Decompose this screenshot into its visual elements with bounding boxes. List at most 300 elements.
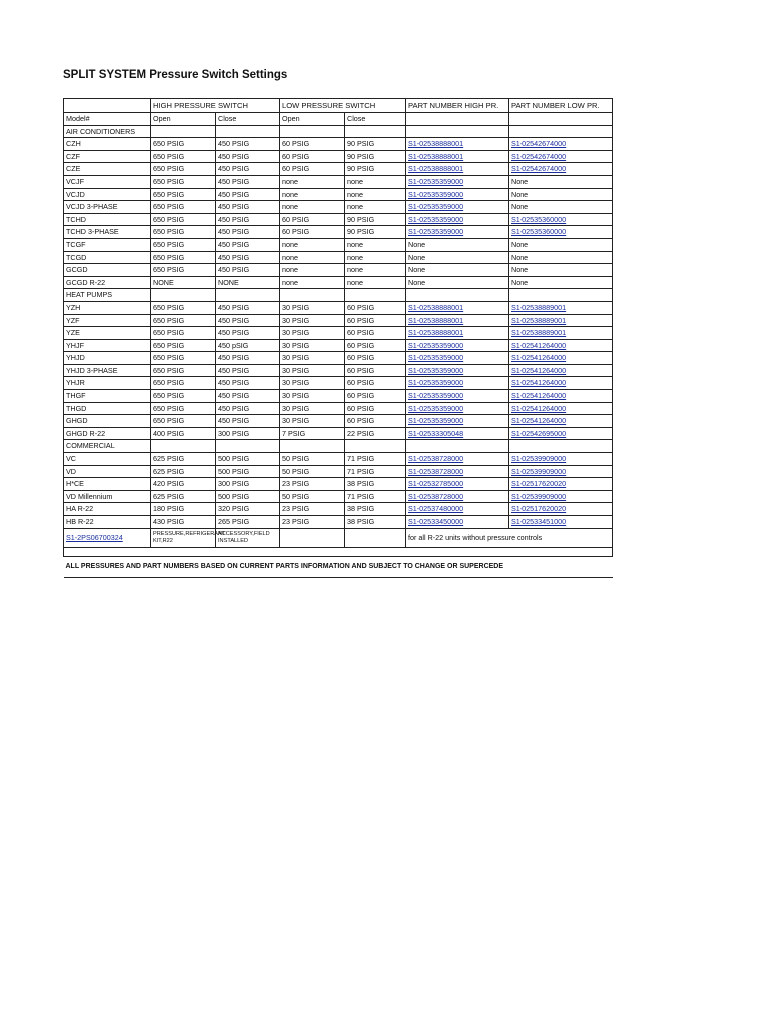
low-close-cell: 60 PSIG (345, 364, 406, 377)
kit-part-link[interactable]: S1-2PS06700324 (66, 532, 123, 542)
section-blank (216, 289, 280, 302)
part-number-link[interactable]: S1-02538728000 (408, 466, 464, 476)
model-cell: H*CE (64, 478, 151, 491)
table-row (64, 138, 613, 151)
part-number-link[interactable]: S1-02533305048 (408, 428, 464, 438)
section-blank (280, 289, 345, 302)
kit-description-2: ACCESSORY,FIELD INSTALLED (216, 528, 280, 547)
model-cell: YZH (64, 301, 151, 314)
part-high-cell[interactable] (406, 516, 509, 529)
page-title: SPLIT SYSTEM Pressure Switch Settings (63, 69, 288, 81)
pressure-switch-table (63, 98, 613, 578)
part-low-cell[interactable] (509, 352, 613, 365)
low-close-cell: none (345, 175, 406, 188)
model-cell: VCJF (64, 175, 151, 188)
high-open-cell: 650 PSIG (151, 352, 216, 365)
part-number-link[interactable]: S1-02538888001 (408, 139, 464, 149)
low-open-cell: 30 PSIG (280, 301, 345, 314)
low-open-cell: 30 PSIG (280, 377, 345, 390)
part-high-cell: None (406, 251, 509, 264)
part-low-cell[interactable] (509, 390, 613, 403)
low-open-cell: 30 PSIG (280, 314, 345, 327)
table-row (64, 364, 613, 377)
model-cell: GHGD (64, 415, 151, 428)
part-number-link[interactable]: S1-02535359000 (408, 403, 464, 413)
section-blank (406, 289, 509, 302)
part-number-link[interactable]: S1-02539909000 (511, 466, 567, 476)
model-cell: TCGF (64, 238, 151, 251)
section-blank (406, 440, 509, 453)
part-low-cell[interactable] (509, 138, 613, 151)
part-high-cell[interactable] (406, 301, 509, 314)
low-close-cell: 60 PSIG (345, 301, 406, 314)
section-blank (216, 440, 280, 453)
model-cell: HB R-22 (64, 516, 151, 529)
model-cell: VD Millennium (64, 490, 151, 503)
part-number-link[interactable]: S1-02535359000 (408, 176, 464, 186)
table-row (64, 251, 613, 264)
low-open-cell: none (280, 276, 345, 289)
high-close-cell: 450 PSIG (216, 226, 280, 239)
table-row (64, 314, 613, 327)
low-close-cell: 60 PSIG (345, 339, 406, 352)
high-open-cell: 650 PSIG (151, 251, 216, 264)
high-close-cell: 450 PSIG (216, 163, 280, 176)
part-low-cell: None (509, 188, 613, 201)
high-close-cell: 300 PSIG (216, 427, 280, 440)
low-close-cell: 71 PSIG (345, 453, 406, 466)
low-close-cell: 60 PSIG (345, 352, 406, 365)
model-cell: YHJR (64, 377, 151, 390)
part-low-cell[interactable] (509, 226, 613, 239)
part-number-link[interactable]: S1-02535359000 (408, 365, 464, 375)
high-open-cell: 400 PSIG (151, 427, 216, 440)
model-cell: HA R-22 (64, 503, 151, 516)
part-low-cell[interactable] (509, 478, 613, 491)
high-close-cell: 500 PSIG (216, 465, 280, 478)
part-number-link[interactable]: S1-02541264000 (511, 416, 567, 426)
part-number-link[interactable]: S1-02535359000 (408, 227, 464, 237)
part-low-cell[interactable] (509, 213, 613, 226)
part-high-cell[interactable] (406, 188, 509, 201)
low-open-cell: none (280, 238, 345, 251)
table-row (64, 201, 613, 214)
high-close-cell: 450 PSIG (216, 138, 280, 151)
section-blank (280, 125, 345, 138)
part-low-cell: None (509, 251, 613, 264)
model-cell: GHGD R-22 (64, 427, 151, 440)
low-close-cell: 60 PSIG (345, 402, 406, 415)
low-open-cell: 30 PSIG (280, 402, 345, 415)
high-close-cell: 450 PSIG (216, 301, 280, 314)
high-close-cell: 265 PSIG (216, 516, 280, 529)
high-open-cell: 650 PSIG (151, 226, 216, 239)
part-high-cell[interactable] (406, 390, 509, 403)
part-high-cell: None (406, 264, 509, 277)
table-row (64, 490, 613, 503)
part-number-link[interactable]: S1-02538888001 (408, 328, 464, 338)
part-number-link[interactable]: S1-02541264000 (511, 353, 567, 363)
subheader-low-open: Open (280, 113, 345, 126)
part-number-link[interactable]: S1-02535359000 (408, 189, 464, 199)
spacer-row (64, 547, 613, 556)
low-open-cell: 60 PSIG (280, 138, 345, 151)
subheader-blank (509, 113, 613, 126)
high-open-cell: NONE (151, 276, 216, 289)
part-number-link[interactable]: S1-02537480000 (408, 504, 464, 514)
model-cell: THGF (64, 390, 151, 403)
part-high-cell[interactable] (406, 201, 509, 214)
spacer-cell (64, 547, 613, 556)
low-close-cell: 60 PSIG (345, 314, 406, 327)
table-row (64, 264, 613, 277)
high-open-cell: 650 PSIG (151, 390, 216, 403)
section-blank (345, 125, 406, 138)
part-number-link[interactable]: S1-02535359000 (408, 416, 464, 426)
part-high-cell: None (406, 238, 509, 251)
header-high-pressure-switch: HIGH PRESSURE SWITCH (151, 99, 280, 113)
high-close-cell: 450 PSIG (216, 188, 280, 201)
part-number-link[interactable]: S1-02539909000 (511, 491, 567, 501)
part-low-cell[interactable] (509, 465, 613, 478)
low-open-cell: none (280, 188, 345, 201)
low-close-cell: none (345, 276, 406, 289)
model-cell: CZF (64, 150, 151, 163)
part-low-cell: None (509, 175, 613, 188)
part-high-cell[interactable] (406, 478, 509, 491)
low-close-cell: 71 PSIG (345, 490, 406, 503)
low-close-cell: 60 PSIG (345, 377, 406, 390)
part-low-cell[interactable] (509, 327, 613, 340)
part-number-link[interactable]: S1-02541264000 (511, 391, 567, 401)
part-number-link[interactable]: S1-02535359000 (408, 391, 464, 401)
model-cell: VD (64, 465, 151, 478)
table-row (64, 327, 613, 340)
low-close-cell: 38 PSIG (345, 503, 406, 516)
section-blank (216, 125, 280, 138)
part-number-link[interactable]: S1-02517620020 (511, 504, 567, 514)
kit-description-1: PRESSURE,REFRIGERANT KIT,R22 (151, 528, 216, 547)
part-number-link[interactable]: S1-02538888001 (408, 164, 464, 174)
part-high-cell[interactable] (406, 150, 509, 163)
high-close-cell: 450 PSIG (216, 314, 280, 327)
high-open-cell: 650 PSIG (151, 150, 216, 163)
part-number-link[interactable]: S1-02535359000 (408, 378, 464, 388)
subheader-model: Model# (64, 113, 151, 126)
low-close-cell: none (345, 201, 406, 214)
section-blank (151, 440, 216, 453)
part-number-link[interactable]: S1-02538728000 (408, 491, 464, 501)
part-number-link[interactable]: S1-02538888001 (408, 302, 464, 312)
high-open-cell: 650 PSIG (151, 201, 216, 214)
model-cell: VCJD 3-PHASE (64, 201, 151, 214)
table-row (64, 427, 613, 440)
high-close-cell: 450 PSIG (216, 415, 280, 428)
high-open-cell: 180 PSIG (151, 503, 216, 516)
high-close-cell: 450 PSIG (216, 364, 280, 377)
low-close-cell: 90 PSIG (345, 213, 406, 226)
high-close-cell: 450 PSIG (216, 150, 280, 163)
part-low-cell[interactable] (509, 150, 613, 163)
part-number-link[interactable]: S1-02541264000 (511, 403, 567, 413)
low-close-cell: 90 PSIG (345, 163, 406, 176)
part-number-link[interactable]: S1-02535360000 (511, 214, 567, 224)
high-open-cell: 650 PSIG (151, 175, 216, 188)
part-high-cell[interactable] (406, 364, 509, 377)
part-high-cell[interactable] (406, 415, 509, 428)
part-high-cell[interactable] (406, 339, 509, 352)
part-high-cell[interactable] (406, 226, 509, 239)
low-open-cell: 30 PSIG (280, 390, 345, 403)
model-cell: YZE (64, 327, 151, 340)
part-number-link[interactable]: S1-02541264000 (511, 340, 567, 350)
part-high-cell[interactable] (406, 327, 509, 340)
section-row (64, 440, 613, 453)
section-blank (280, 440, 345, 453)
high-close-cell: 450 PSIG (216, 175, 280, 188)
part-number-link[interactable]: S1-02539909000 (511, 454, 567, 464)
part-number-link[interactable]: S1-02535359000 (408, 340, 464, 350)
high-close-cell: 300 PSIG (216, 478, 280, 491)
low-open-cell: 30 PSIG (280, 327, 345, 340)
part-number-link[interactable]: S1-02533451000 (511, 517, 567, 526)
low-open-cell: none (280, 264, 345, 277)
table-row (64, 377, 613, 390)
high-open-cell: 625 PSIG (151, 465, 216, 478)
low-close-cell: none (345, 238, 406, 251)
section-label: COMMERCIAL (64, 440, 151, 453)
high-open-cell: 430 PSIG (151, 516, 216, 529)
kit-blank (280, 528, 345, 547)
table-row (64, 402, 613, 415)
part-high-cell[interactable] (406, 352, 509, 365)
low-close-cell: 90 PSIG (345, 226, 406, 239)
model-cell: YHJF (64, 339, 151, 352)
model-cell: TCHD (64, 213, 151, 226)
part-low-cell[interactable] (509, 339, 613, 352)
high-close-cell: 320 PSIG (216, 503, 280, 516)
low-close-cell: none (345, 188, 406, 201)
low-close-cell: 60 PSIG (345, 327, 406, 340)
part-number-link[interactable]: S1-02541264000 (511, 378, 567, 388)
header-part-number-low: PART NUMBER LOW PR. (509, 99, 613, 113)
part-high-cell[interactable] (406, 314, 509, 327)
table-row (64, 352, 613, 365)
table-row (64, 415, 613, 428)
high-close-cell: 500 PSIG (216, 490, 280, 503)
part-number-link[interactable]: S1-02542695000 (511, 428, 567, 438)
part-number-link[interactable]: S1-02535359000 (408, 214, 464, 224)
high-close-cell: 450 PSIG (216, 327, 280, 340)
part-high-cell[interactable] (406, 503, 509, 516)
part-high-cell[interactable] (406, 465, 509, 478)
high-open-cell: 625 PSIG (151, 490, 216, 503)
part-low-cell[interactable] (509, 377, 613, 390)
high-close-cell: 450 PSIG (216, 201, 280, 214)
low-open-cell: 60 PSIG (280, 150, 345, 163)
section-blank (151, 125, 216, 138)
section-blank (345, 289, 406, 302)
part-low-cell[interactable] (509, 427, 613, 440)
section-label: HEAT PUMPS (64, 289, 151, 302)
table-row (64, 465, 613, 478)
section-row (64, 289, 613, 302)
part-high-cell[interactable] (406, 453, 509, 466)
part-low-cell: None (509, 201, 613, 214)
part-low-cell[interactable] (509, 453, 613, 466)
model-cell: TCGD (64, 251, 151, 264)
high-open-cell: 420 PSIG (151, 478, 216, 491)
part-number-link[interactable]: S1-02542674000 (511, 164, 567, 174)
part-number-link[interactable]: S1-02533450000 (408, 517, 464, 526)
part-low-cell[interactable] (509, 314, 613, 327)
subheader-high-open: Open (151, 113, 216, 126)
part-high-cell[interactable] (406, 163, 509, 176)
part-high-cell[interactable] (406, 175, 509, 188)
part-high-cell[interactable] (406, 213, 509, 226)
low-close-cell: 22 PSIG (345, 427, 406, 440)
low-open-cell: none (280, 201, 345, 214)
part-number-link[interactable]: S1-02538888001 (408, 315, 464, 325)
part-number-link[interactable]: S1-02538889001 (511, 328, 567, 338)
high-open-cell: 650 PSIG (151, 402, 216, 415)
part-low-cell[interactable] (509, 503, 613, 516)
high-close-cell: 450 PSIG (216, 251, 280, 264)
part-high-cell[interactable] (406, 402, 509, 415)
high-open-cell: 650 PSIG (151, 415, 216, 428)
high-open-cell: 650 PSIG (151, 138, 216, 151)
high-close-cell: 500 PSIG (216, 453, 280, 466)
table-row (64, 301, 613, 314)
section-blank (345, 440, 406, 453)
low-open-cell: 50 PSIG (280, 453, 345, 466)
part-high-cell[interactable] (406, 427, 509, 440)
part-number-link[interactable]: S1-02535360000 (511, 227, 567, 237)
high-open-cell: 650 PSIG (151, 301, 216, 314)
low-close-cell: 90 PSIG (345, 138, 406, 151)
low-open-cell: 30 PSIG (280, 364, 345, 377)
table-row (64, 150, 613, 163)
header-low-pressure-switch: LOW PRESSURE SWITCH (280, 99, 406, 113)
section-row (64, 125, 613, 138)
table-row (64, 226, 613, 239)
model-cell: CZH (64, 138, 151, 151)
kit-note: for all R-22 units without pressure controls (406, 528, 613, 547)
model-cell: VC (64, 453, 151, 466)
part-low-cell[interactable] (509, 490, 613, 503)
part-number-link[interactable]: S1-02538888001 (408, 151, 464, 161)
part-number-link[interactable]: S1-02517620020 (511, 479, 567, 489)
high-close-cell: 450 PSIG (216, 377, 280, 390)
low-close-cell: none (345, 251, 406, 264)
part-low-cell[interactable] (509, 364, 613, 377)
low-open-cell: 50 PSIG (280, 465, 345, 478)
kit-part-number[interactable] (64, 528, 151, 547)
high-open-cell: 650 PSIG (151, 327, 216, 340)
part-low-cell[interactable] (509, 516, 613, 529)
high-close-cell: 450 PSIG (216, 264, 280, 277)
table-row (64, 213, 613, 226)
part-high-cell[interactable] (406, 138, 509, 151)
section-blank (509, 125, 613, 138)
high-close-cell: NONE (216, 276, 280, 289)
part-low-cell[interactable] (509, 301, 613, 314)
section-blank (509, 440, 613, 453)
low-close-cell: 38 PSIG (345, 478, 406, 491)
high-close-cell: 450 PSIG (216, 213, 280, 226)
high-close-cell: 450 PSIG (216, 238, 280, 251)
high-open-cell: 650 PSIG (151, 264, 216, 277)
part-low-cell: None (509, 276, 613, 289)
model-cell: VCJD (64, 188, 151, 201)
table-row (64, 503, 613, 516)
model-cell: YHJD 3-PHASE (64, 364, 151, 377)
low-open-cell: none (280, 251, 345, 264)
part-number-link[interactable]: S1-02532785000 (408, 479, 464, 489)
header-row (64, 99, 613, 113)
part-high-cell[interactable] (406, 490, 509, 503)
high-open-cell: 650 PSIG (151, 339, 216, 352)
low-open-cell: 30 PSIG (280, 352, 345, 365)
header-part-number-high: PART NUMBER HIGH PR. (406, 99, 509, 113)
table-row (64, 175, 613, 188)
part-number-link[interactable]: S1-02542674000 (511, 139, 567, 149)
part-number-link[interactable]: S1-02538889001 (511, 302, 567, 312)
table-row (64, 339, 613, 352)
low-open-cell: 30 PSIG (280, 415, 345, 428)
header-blank (64, 99, 151, 113)
part-high-cell[interactable] (406, 377, 509, 390)
model-cell: YZF (64, 314, 151, 327)
part-low-cell[interactable] (509, 402, 613, 415)
high-open-cell: 650 PSIG (151, 314, 216, 327)
footer-row (64, 556, 613, 577)
section-blank (509, 289, 613, 302)
high-close-cell: 450 PSIG (216, 402, 280, 415)
part-high-cell: None (406, 276, 509, 289)
low-close-cell: 71 PSIG (345, 465, 406, 478)
part-number-link[interactable]: S1-02538889001 (511, 315, 567, 325)
part-number-link[interactable]: S1-02535359000 (408, 202, 464, 212)
model-cell: GCGD R-22 (64, 276, 151, 289)
table-row (64, 238, 613, 251)
section-label: AIR CONDITIONERS (64, 125, 151, 138)
subheader-row (64, 113, 613, 126)
part-number-link[interactable]: S1-02541264000 (511, 365, 567, 375)
part-low-cell[interactable] (509, 415, 613, 428)
part-number-link[interactable]: S1-02542674000 (511, 151, 567, 161)
table-row (64, 163, 613, 176)
part-low-cell[interactable] (509, 163, 613, 176)
high-close-cell: 450 PSIG (216, 390, 280, 403)
low-open-cell: 60 PSIG (280, 226, 345, 239)
high-close-cell: 450 PSIG (216, 352, 280, 365)
kit-row (64, 528, 613, 547)
model-cell: YHJD (64, 352, 151, 365)
table-row (64, 478, 613, 491)
table-row (64, 390, 613, 403)
low-open-cell: 30 PSIG (280, 339, 345, 352)
low-open-cell: none (280, 175, 345, 188)
high-open-cell: 650 PSIG (151, 238, 216, 251)
subheader-high-close: Close (216, 113, 280, 126)
part-number-link[interactable]: S1-02538728000 (408, 454, 464, 464)
low-close-cell: 60 PSIG (345, 390, 406, 403)
low-open-cell: 60 PSIG (280, 213, 345, 226)
part-number-link[interactable]: S1-02535359000 (408, 353, 464, 363)
model-cell: GCGD (64, 264, 151, 277)
low-close-cell: 60 PSIG (345, 415, 406, 428)
